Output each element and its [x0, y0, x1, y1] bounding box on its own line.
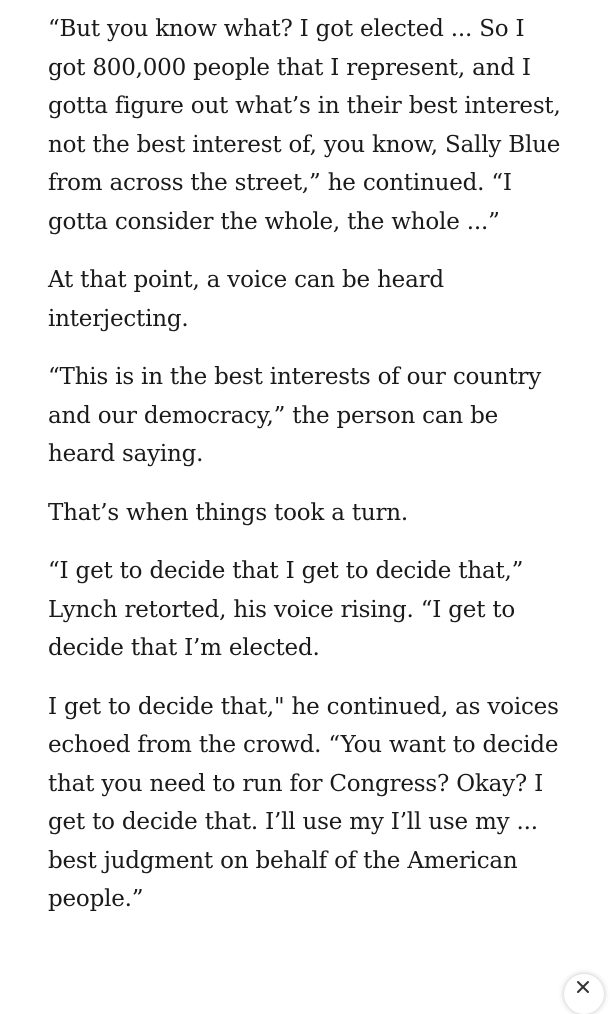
article-paragraph: “I get to decide that I get to decide that,” Lynch retorted, his voice rising. “I get to decide that I’m elected. [48, 558, 524, 661]
article-body [48, 10, 596, 939]
close-button[interactable] [564, 974, 604, 1014]
article-paragraph: “But you know what? I got elected ... So I got 800,000 people that I represent, and I gotta figure out what’s in their best interest, not the best interest of, you know, Sally Blue from across the street,” he continued. “I gotta consider the whole, the whole ...” [48, 16, 561, 235]
article-paragraph: I get to decide that," he continued, as voices echoed from the crowd. “You want to decide that you need to run for Congress? Okay? I get to decide that. I’ll use my I’ll use my ... best judgment on behalf of the American people.” [48, 693, 559, 912]
article-paragraph: “This is in the best interests of our country and our democracy,” the person can be heard saying. [48, 364, 542, 467]
article-paragraph: At that point, a voice can be heard interjecting. [48, 267, 444, 332]
article-paragraph: That’s when things took a turn. [48, 499, 409, 526]
close-icon [576, 980, 590, 994]
